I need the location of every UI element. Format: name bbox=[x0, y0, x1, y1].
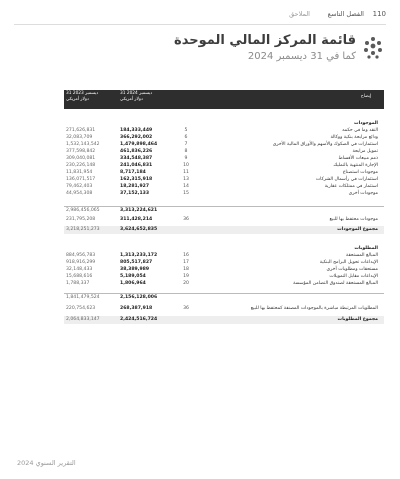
row-note: 10 bbox=[183, 163, 189, 168]
row-label: مجموع الموجودات bbox=[337, 227, 378, 232]
row-label: الإيداعات تحويل البرامج البنكية bbox=[319, 260, 378, 265]
value-2023: 44,954,308 bbox=[66, 191, 93, 196]
page-footer: التقرير السنوي 2024 bbox=[17, 459, 76, 467]
header-divider bbox=[14, 24, 386, 25]
page-number: 110 bbox=[372, 10, 386, 18]
col-2023-header: 31 ديسمبر 2023 دولار أمريكي bbox=[66, 91, 99, 102]
value-2024: 461,836,226 bbox=[120, 149, 153, 154]
table-row bbox=[64, 280, 384, 288]
row-label: المبالغ المستحقة لصندوق التضامن المؤسسة bbox=[293, 281, 378, 286]
value-2023: 918,916,299 bbox=[66, 260, 96, 265]
row-note: 36 bbox=[183, 217, 189, 222]
row-label: استثمار في ممتلكات عقارية bbox=[324, 184, 378, 189]
value-2024: 18,281,927 bbox=[120, 184, 150, 189]
value-2023: 1,788,337 bbox=[66, 281, 90, 286]
table-row bbox=[64, 190, 384, 198]
row-label: المطلوبات bbox=[354, 246, 378, 251]
value-2023: 1,841,479,524 bbox=[66, 295, 100, 300]
row-label: المبالغ المستحقة bbox=[346, 253, 378, 258]
value-2023: 1,532,143,542 bbox=[66, 142, 100, 147]
row-note: 20 bbox=[183, 281, 189, 286]
col-2024-header: 31 ديسمبر 2024 دولار أمريكي bbox=[120, 91, 153, 102]
value-2023: 11,831,954 bbox=[66, 170, 93, 175]
page-header bbox=[14, 9, 386, 23]
value-2023: 2,986,456,065 bbox=[66, 208, 100, 213]
row-note: 14 bbox=[183, 184, 189, 189]
value-2024: 2,424,516,724 bbox=[120, 317, 158, 322]
total-row bbox=[64, 316, 384, 324]
value-2023: 32,148,433 bbox=[66, 267, 93, 272]
table-row bbox=[64, 216, 384, 224]
value-2024: 1,479,898,464 bbox=[120, 142, 158, 147]
row-note: 17 bbox=[183, 260, 189, 265]
value-2024: 162,315,918 bbox=[120, 177, 153, 182]
value-2023: 377,598,842 bbox=[66, 149, 96, 154]
value-2024: 184,333,449 bbox=[120, 128, 153, 133]
chapter-label: الفصل التاسع bbox=[327, 10, 364, 18]
value-2023: 884,956,783 bbox=[66, 253, 96, 258]
value-2024: 366,292,002 bbox=[120, 135, 153, 140]
row-label: المطلوبات المرتبطة مباشرة بالموجودات المصنفة كمحتفظ بها للبيع bbox=[250, 306, 378, 311]
value-2024: 3,313,224,621 bbox=[120, 208, 158, 213]
value-2024: 3,624,652,835 bbox=[120, 227, 158, 232]
row-label: تمويل مرابحة bbox=[352, 149, 378, 154]
value-2023: 231,795,208 bbox=[66, 217, 96, 222]
value-2024: 1,806,964 bbox=[120, 281, 146, 286]
row-note: 11 bbox=[183, 170, 189, 175]
note-column-header: إيضاح bbox=[360, 94, 372, 99]
value-2024: 37,152,133 bbox=[120, 191, 150, 196]
row-label: موجودات محتفظ بها للبيع bbox=[329, 217, 378, 222]
row-label: مستحقات ومطلوبات أخرى bbox=[326, 267, 378, 272]
row-note: 16 bbox=[183, 253, 189, 258]
value-2023: 309,040,081 bbox=[66, 156, 96, 161]
row-note: 5 bbox=[184, 128, 188, 133]
row-note: 6 bbox=[184, 135, 188, 140]
row-note: 19 bbox=[183, 274, 189, 279]
row-label: ودائع مرابحة بنكية ووكالة bbox=[330, 135, 378, 140]
row-note: 18 bbox=[183, 267, 189, 272]
row-label: ذمم مبيعات الأقساط bbox=[338, 156, 378, 161]
row-note: 15 bbox=[183, 191, 189, 196]
row-label: الموجودات bbox=[354, 121, 378, 126]
page-title: قائمة المركز المالي الموحدة bbox=[174, 33, 356, 48]
value-2023: 230,226,148 bbox=[66, 163, 96, 168]
row-label: موجودات استصناع bbox=[342, 170, 378, 175]
row-note: 7 bbox=[184, 142, 188, 147]
row-label: موجودات أخرى bbox=[348, 191, 378, 196]
value-2024: 2,156,128,006 bbox=[120, 295, 158, 300]
value-2023: 3,218,251,273 bbox=[66, 227, 100, 232]
value-2023: 79,462,403 bbox=[66, 184, 93, 189]
value-2023: 2,064,833,147 bbox=[66, 317, 100, 322]
table-header bbox=[64, 90, 384, 109]
row-note: 9 bbox=[184, 156, 188, 161]
row-label: الإيداعات مقابل التمويلات bbox=[329, 274, 378, 279]
row-note: 13 bbox=[183, 177, 189, 182]
value-2024: 311,428,214 bbox=[120, 217, 153, 222]
row-label: النقد وما في حكمه bbox=[342, 128, 378, 133]
value-2024: 8,717,184 bbox=[120, 170, 146, 175]
row-label: استثمارات في الصكوك والأسهم والأوراق المالية الأخرى bbox=[272, 142, 378, 147]
organization-logo-icon bbox=[362, 36, 384, 60]
subtotal-row bbox=[64, 293, 384, 302]
value-2024: 805,517,827 bbox=[120, 260, 153, 265]
value-2023: 271,626,831 bbox=[66, 128, 96, 133]
row-note: 8 bbox=[184, 149, 188, 154]
value-2024: 1,313,233,172 bbox=[120, 253, 158, 258]
value-2023: 15,688,616 bbox=[66, 274, 93, 279]
table-row bbox=[64, 305, 384, 313]
value-2023: 136,071,517 bbox=[66, 177, 96, 182]
value-2024: 5,189,054 bbox=[120, 274, 146, 279]
row-label: مجموع المطلوبات bbox=[337, 317, 378, 322]
value-2024: 38,389,989 bbox=[120, 267, 150, 272]
row-label: الإجارة المنتهية بالتمليك bbox=[333, 163, 378, 168]
page-subtitle: كما في 31 ديسمبر 2024 bbox=[247, 51, 356, 62]
value-2024: 268,387,918 bbox=[120, 306, 153, 311]
value-2024: 241,046,831 bbox=[120, 163, 153, 168]
value-2023: 220,754,623 bbox=[66, 306, 96, 311]
row-label: استثمارات في رأسمال الشركات bbox=[315, 177, 378, 182]
value-2023: 32,083,709 bbox=[66, 135, 93, 140]
subtotal-row bbox=[64, 206, 384, 215]
row-note: 36 bbox=[183, 306, 189, 311]
section-label: الملاحق bbox=[289, 10, 310, 18]
value-2024: 334,548,387 bbox=[120, 156, 153, 161]
total-row bbox=[64, 226, 384, 234]
